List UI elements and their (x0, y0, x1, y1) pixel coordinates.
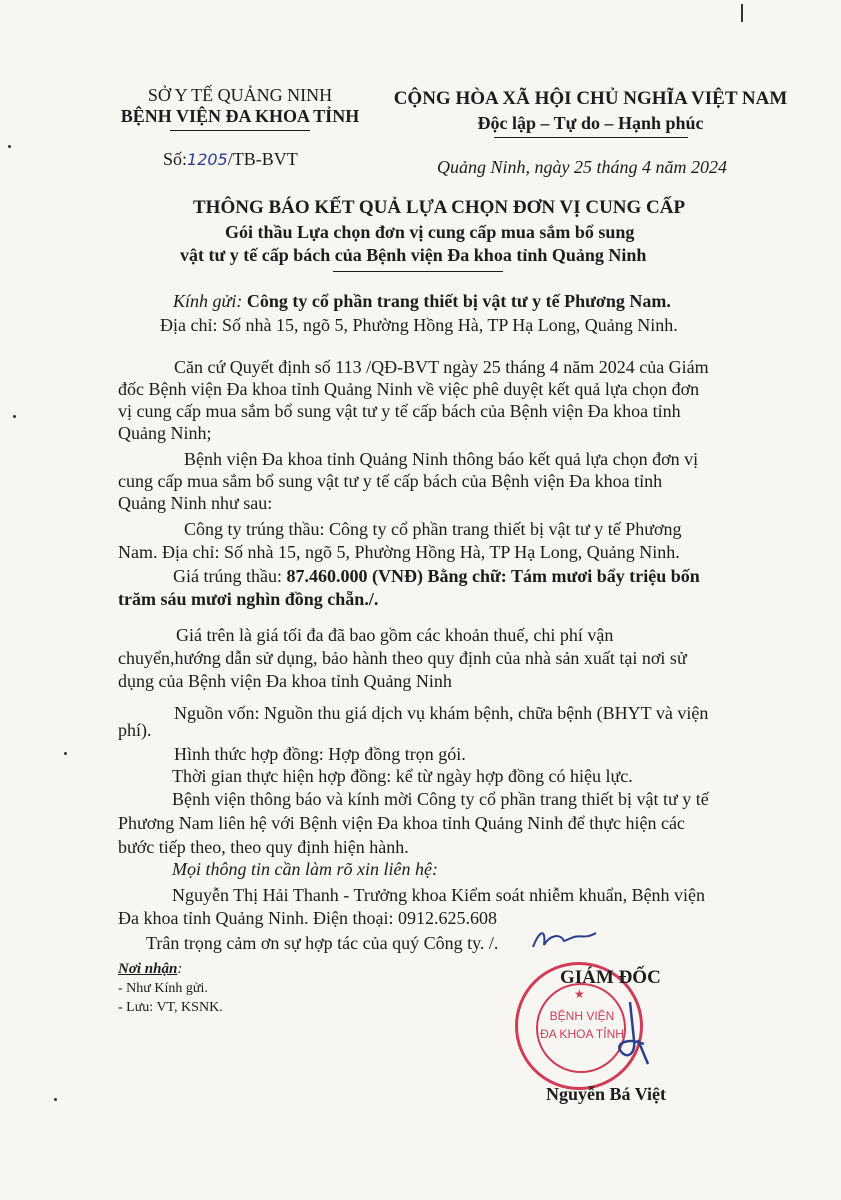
signer-title: GIÁM ĐỐC (560, 967, 661, 988)
p6-line-1: Nguồn vốn: Nguồn thu giá dịch vụ khám bệnh, chữa bệnh (BHYT và viện (174, 703, 709, 723)
stamp-line-2: ĐA KHOA TỈNH (540, 1027, 624, 1041)
scan-dot-4 (54, 1098, 57, 1101)
p2-line-2: cung cấp mua sắm bổ sung vật tư y tế cấp bách của Bệnh viện Đa khoa tỉnh (118, 471, 663, 491)
price-words-line-2: trăm sáu mươi nghìn đồng chẵn./. (118, 589, 379, 609)
place-date: Quảng Ninh, ngày 25 tháng 4 năm 2024 (437, 157, 727, 177)
recipient-item-1: - Như Kính gửi. (118, 981, 208, 996)
p9-line-1: Bệnh viện thông báo và kính mời Công ty cổ phần trang thiết bị vật tư y tế (172, 789, 709, 809)
recipients-label: Nơi nhận (118, 961, 178, 977)
stamp-line-1: BỆNH VIỆN (549, 1009, 615, 1023)
title-sub-1: Gói thầu Lựa chọn đơn vị cung cấp mua sắm bổ sung (225, 222, 635, 242)
p1-line-3: vị cung cấp mua sắm bổ sung vật tư y tế cấp bách của Bệnh viện Đa khoa tỉnh (118, 401, 681, 421)
motto: Độc lập – Tự do – Hạnh phúc (477, 113, 704, 133)
org-name: BỆNH VIỆN ĐA KHOA TỈNH (120, 106, 360, 126)
price-line (173, 565, 700, 587)
p5-line-2: chuyển,hướng dẫn sử dụng, bảo hành theo quy định của nhà sản xuất tại nơi sử (118, 648, 687, 668)
doc-number-handwritten: 1205 (187, 150, 228, 169)
title-sub-2: vật tư y tế cấp bách của Bệnh viện Đa khoa tỉnh Quảng Ninh (180, 245, 647, 265)
p9-line-2: Phương Nam liên hệ với Bệnh viện Đa khoa tỉnh Quảng Ninh để thực hiện các (118, 813, 685, 833)
recipient-name: Công ty cổ phần trang thiết bị vật tư y tế Phương Nam. (242, 291, 671, 311)
recipient-item-2: - Lưu: VT, KSNK. (118, 1000, 223, 1015)
initials-signature-icon (530, 925, 600, 953)
title-underline (333, 271, 503, 272)
scan-dot-2 (13, 415, 16, 418)
p12-thanks: Trân trọng cảm ơn sự hợp tác của quý Công ty. /. (146, 933, 499, 953)
scan-mark-top (741, 4, 743, 22)
p11-line-1: Nguyễn Thị Hải Thanh - Trưởng khoa Kiểm soát nhiễm khuẩn, Bệnh viện (172, 885, 706, 905)
recipients-label-wrap (118, 960, 182, 978)
country-name: CỘNG HÒA XÃ HỘI CHỦ NGHĨA VIỆT NAM (393, 88, 788, 109)
p5-line-1: Giá trên là giá tối đa đã bao gồm các khoản thuế, chi phí vận (176, 625, 614, 645)
p1-line-2: đốc Bệnh viện Đa khoa tỉnh Quảng Ninh về việc phê duyệt kết quả lựa chọn đơn (118, 379, 700, 399)
p9-line-3: bước tiếp theo, theo quy định hiện hành. (118, 837, 409, 857)
doc-number-suffix: /TB-BVT (227, 149, 298, 169)
p8-contract-time: Thời gian thực hiện hợp đồng: kể từ ngày hợp đồng có hiệu lực. (172, 766, 633, 786)
recipient-line (173, 290, 671, 312)
p2-line-1: Bệnh viện Đa khoa tỉnh Quảng Ninh thông báo kết quả lựa chọn đơn vị (184, 449, 699, 469)
p6-line-2: phí). (118, 720, 152, 740)
p10-contact-intro: Mọi thông tin cần làm rõ xin liên hệ: (172, 859, 438, 879)
price-value: 87.460.000 (VNĐ) Bằng chữ: Tám mươi bẩy triệu bốn (286, 566, 700, 586)
p2-line-3: Quảng Ninh như sau: (118, 493, 273, 513)
title-main: THÔNG BÁO KẾT QUẢ LỰA CHỌN ĐƠN VỊ CUNG CẤP (193, 197, 686, 218)
recipient-label: Kính gửi: (173, 291, 243, 311)
signer-name: Nguyễn Bá Việt (546, 1084, 667, 1104)
p1-line-1: Căn cứ Quyết định số 113 /QĐ-BVT ngày 25 tháng 4 năm 2024 của Giám (174, 357, 709, 377)
director-signature-icon (600, 1000, 660, 1070)
org-parent: SỞ Y TẾ QUẢNG NINH (147, 85, 333, 105)
p3-line-1: Công ty trúng thầu: Công ty cổ phần trang thiết bị vật tư y tế Phương (184, 519, 682, 539)
p3-line-2: Nam. Địa chỉ: Số nhà 15, ngõ 5, Phường Hồng Hà, TP Hạ Long, Quảng Ninh. (118, 542, 680, 562)
stamp-star-icon: ★ (574, 987, 585, 1001)
doc-number (163, 148, 298, 171)
org-name-underline (170, 130, 310, 131)
price-label: Giá trúng thầu: (173, 566, 287, 586)
recipients-colon: : (177, 961, 183, 977)
doc-number-prefix: Số: (163, 149, 188, 169)
motto-underline (494, 137, 688, 138)
p11-line-2: Đa khoa tỉnh Quảng Ninh. Điện thoại: 0912.625.608 (118, 908, 497, 928)
scan-dot-1 (8, 145, 11, 148)
p7-contract-type: Hình thức hợp đồng: Hợp đồng trọn gói. (174, 744, 466, 764)
p5-line-3: dụng của Bệnh viện Đa khoa tỉnh Quảng Ninh (118, 671, 452, 691)
scan-dot-3 (64, 752, 67, 755)
recipient-address: Địa chỉ: Số nhà 15, ngõ 5, Phường Hồng Hà, TP Hạ Long, Quảng Ninh. (160, 315, 678, 335)
p1-line-4: Quảng Ninh; (118, 423, 212, 443)
